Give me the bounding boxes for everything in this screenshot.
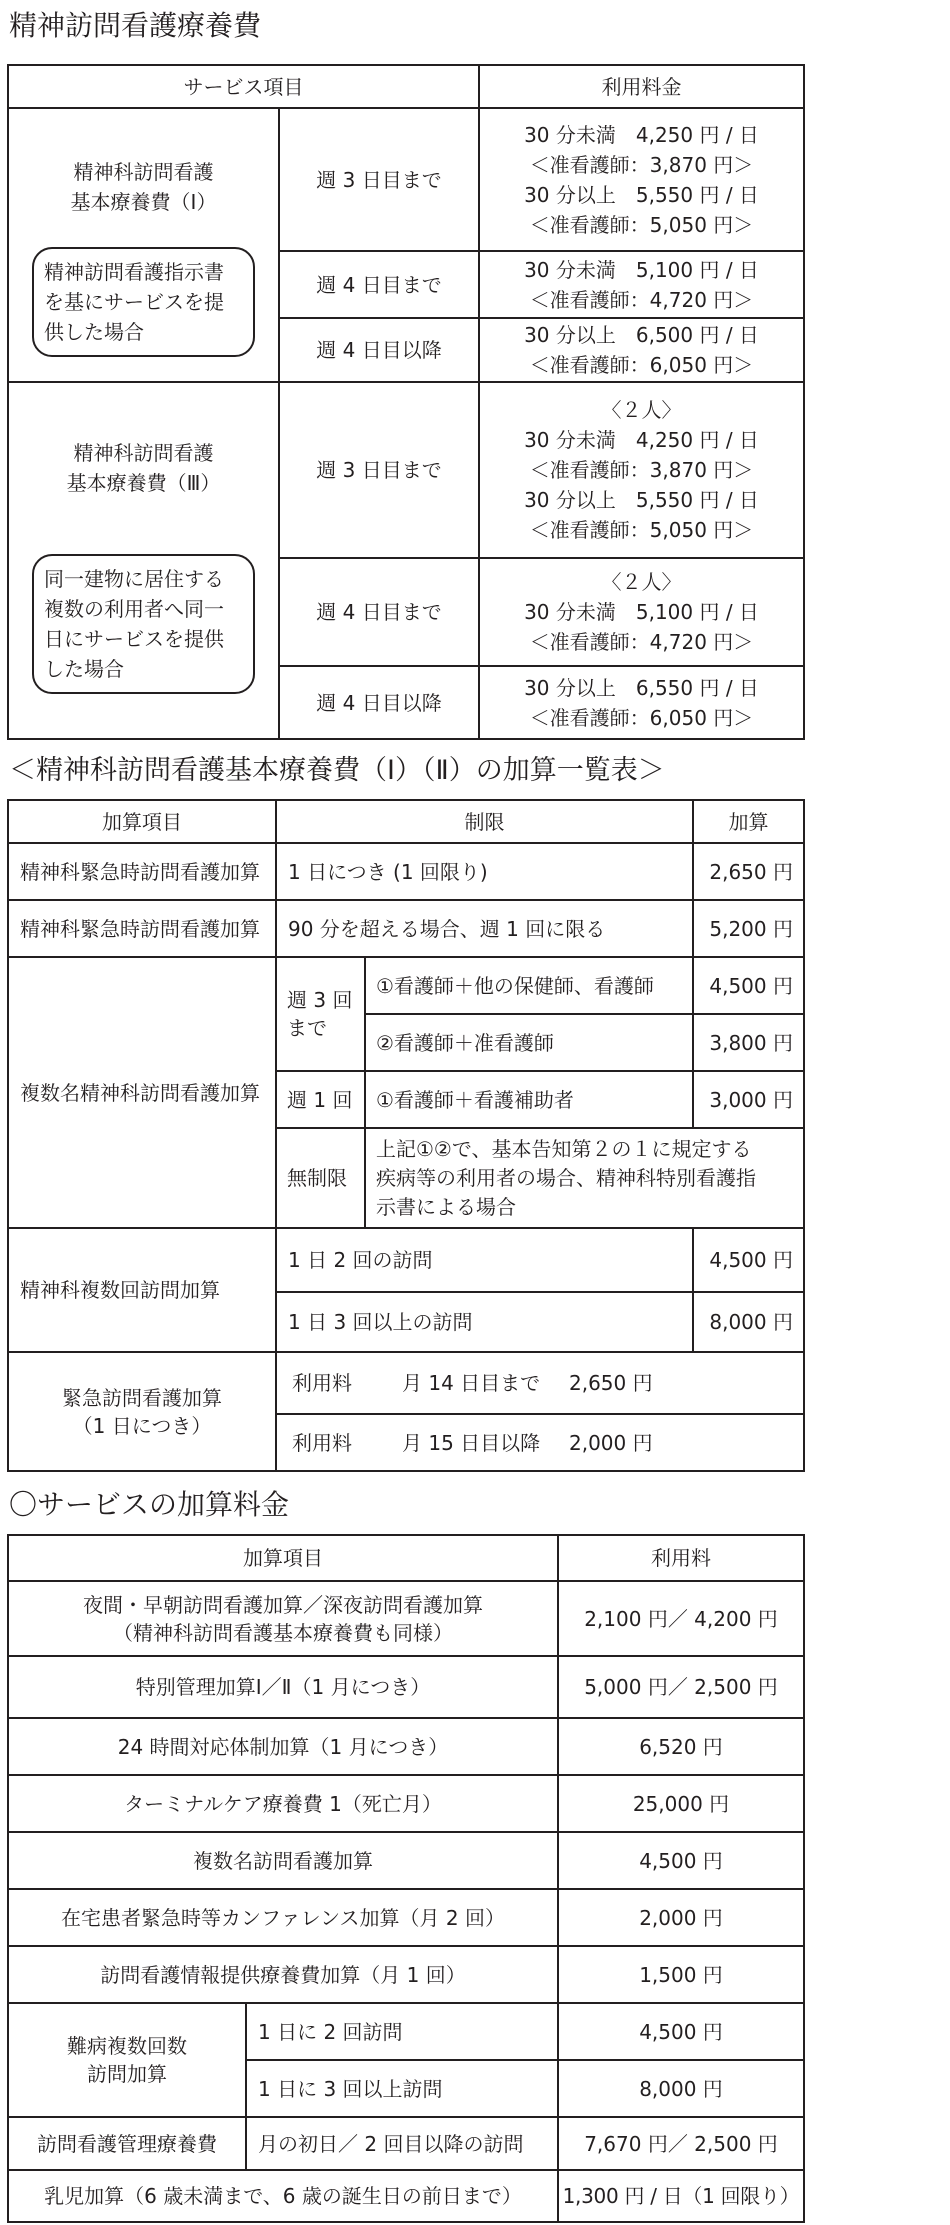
amount-cell: 2,650 円 — [693, 843, 804, 900]
table-row — [8, 382, 804, 558]
table-row — [8, 1352, 804, 1414]
column-header-item: 加算項目 — [8, 1535, 558, 1581]
item-cell: 在宅患者緊急時等カンファレンス加算（月 2 回） — [8, 1889, 558, 1946]
table-row — [8, 2117, 804, 2170]
item-line: 緊急訪問看護加算 — [62, 1385, 222, 1410]
service-condition-note — [32, 554, 255, 694]
item-cell: ターミナルケア療養費 1（死亡月） — [8, 1775, 558, 1832]
note-line: 供した場合 — [44, 320, 144, 344]
table-row — [8, 1581, 804, 1656]
fee-line: 30 分未満 4,250 円 / 日 — [524, 122, 759, 147]
table-row — [8, 2170, 804, 2222]
amount-cell: 8,000 円 — [693, 1292, 804, 1352]
item-cell — [8, 2003, 246, 2117]
frequency-line: まで — [287, 1016, 327, 1040]
fee-line: 30 分以上 5,550 円 / 日 — [524, 182, 759, 207]
service-group-name-line: 精神科訪問看護 — [73, 441, 214, 465]
fee-line: 30 分以上 6,550 円 / 日 — [524, 675, 759, 700]
fee-line: ＜准看護師：4,720 円＞ — [529, 630, 754, 654]
staff-cell: ①看護師＋看護補助者 — [365, 1071, 693, 1128]
service-group-name — [9, 438, 278, 498]
item-cell: 24 時間対応体制加算（1 月につき） — [8, 1718, 558, 1775]
item-cell: 特別管理加算Ⅰ／Ⅱ（1 月につき） — [8, 1656, 558, 1718]
table-row — [8, 957, 804, 1014]
note-line: した場合 — [44, 657, 124, 681]
item-cell: 精神科緊急時訪問看護加算 — [8, 900, 276, 957]
column-header-limit: 制限 — [276, 800, 693, 843]
item-cell: 訪問看護管理療養費 — [8, 2117, 246, 2170]
item-cell: 精神科緊急時訪問看護加算 — [8, 843, 276, 900]
item-line: （1 日につき） — [72, 1413, 212, 1438]
frequency-cell — [276, 957, 365, 1071]
column-header-service-item: サービス項目 — [8, 65, 479, 108]
fee-cell: 2,000 円 — [558, 1889, 804, 1946]
period-cell: 週 4 日目以降 — [279, 318, 479, 382]
item-cell: 訪問看護情報提供療養費加算（月 1 回） — [8, 1946, 558, 2003]
service-group-basic-fee-1 — [8, 108, 279, 382]
fee-cell: 4,500 円 — [558, 1832, 804, 1889]
fee-cell: 4,500 円 — [558, 2003, 804, 2060]
limit-cell: 90 分を超える場合、週 1 回に限る — [276, 900, 693, 957]
period-cell: 週 4 日目まで — [279, 251, 479, 318]
service-group-basic-fee-3 — [8, 382, 279, 739]
header-row — [8, 1535, 804, 1581]
fee-line: 〈２人〉 — [601, 570, 682, 594]
fee-line: 30 分以上 6,500 円 / 日 — [524, 323, 759, 347]
fee-cell: 6,520 円 — [558, 1718, 804, 1775]
fee-line: ＜准看護師：4,720 円＞ — [529, 287, 754, 312]
fee-cell — [479, 318, 804, 382]
table-row — [8, 1775, 804, 1832]
fee-line: 30 分未満 5,100 円 / 日 — [524, 600, 759, 624]
staff-cell: ②看護師＋准看護師 — [365, 1014, 693, 1071]
condition-cell: 月の初日／ 2 回目以降の訪問 — [246, 2117, 558, 2170]
fee-line: ＜准看護師：3,870 円＞ — [529, 152, 754, 177]
column-header-fee: 利用料金 — [479, 65, 804, 108]
column-header-amount: 加算 — [693, 800, 804, 843]
fee-period: 月 14 日目まで — [402, 1371, 541, 1395]
fee-cell — [479, 558, 804, 666]
visit-nursing-fee-table — [7, 64, 805, 740]
fee-line: 〈２人〉 — [601, 398, 682, 422]
table-row — [8, 1889, 804, 1946]
table-row — [8, 1656, 804, 1718]
table-row — [8, 108, 804, 251]
frequency-cell: 無制限 — [276, 1128, 365, 1228]
table-row — [8, 1718, 804, 1775]
fee-cell — [479, 108, 804, 251]
fee-line: 30 分未満 4,250 円 / 日 — [524, 428, 759, 452]
fee-line: ＜准看護師：6,050 円＞ — [529, 705, 754, 730]
condition-cell: 1 日に 2 回訪問 — [246, 2003, 558, 2060]
note-line: を基にサービスを提 — [44, 290, 224, 314]
limit-cell: 1 日 3 回以上の訪問 — [276, 1292, 693, 1352]
addition-list-table — [7, 799, 805, 1472]
note-line: 複数の利用者へ同一 — [44, 597, 224, 621]
fee-cell — [479, 251, 804, 318]
fee-line: 30 分未満 5,100 円 / 日 — [524, 257, 759, 282]
period-cell: 週 4 日目以降 — [279, 666, 479, 739]
fee-label: 利用料 — [292, 1371, 352, 1395]
column-header-fee: 利用料 — [558, 1535, 804, 1581]
table-row — [8, 1946, 804, 2003]
fee-cell: 25,000 円 — [558, 1775, 804, 1832]
service-group-name-line: 基本療養費（Ⅰ） — [70, 190, 217, 214]
fee-cell: 1,300 円 / 日（1 回限り） — [558, 2170, 804, 2222]
fee-line: ＜准看護師：5,050 円＞ — [529, 212, 754, 237]
fee-line: 30 分以上 5,550 円 / 日 — [524, 488, 759, 512]
fee-amount: 2,650 円 — [569, 1371, 653, 1395]
urgent-fee-cell — [276, 1352, 804, 1414]
table-row — [8, 843, 804, 900]
table-row — [8, 900, 804, 957]
table-row — [8, 1832, 804, 1889]
item-cell — [8, 1581, 558, 1656]
period-cell: 週 3 日目まで — [279, 382, 479, 558]
column-header-item: 加算項目 — [8, 800, 276, 843]
note-line: 日にサービスを提供 — [44, 627, 224, 651]
item-line: 夜間・早朝訪問看護加算／深夜訪問看護加算 — [83, 1592, 483, 1617]
header-row — [8, 65, 804, 108]
section-title-addition-list: ＜精神科訪問看護基本療養費（Ⅰ）（Ⅱ）の加算一覧表＞ — [9, 755, 665, 786]
item-cell: 乳児加算（6 歳未満まで、6 歳の誕生日の前日まで） — [8, 2170, 558, 2222]
fee-cell — [479, 382, 804, 558]
service-group-name-line: 基本療養費（Ⅲ） — [66, 471, 221, 495]
amount-cell: 3,800 円 — [693, 1014, 804, 1071]
urgent-fee-cell — [276, 1414, 804, 1471]
frequency-line: 週 3 回 — [287, 988, 353, 1012]
condition-cell: 1 日に 3 回以上訪問 — [246, 2060, 558, 2117]
header-row — [8, 800, 804, 843]
item-cell: 複数名訪問看護加算 — [8, 1832, 558, 1889]
item-cell — [8, 1352, 276, 1471]
service-group-name — [9, 157, 278, 217]
fee-cell: 1,500 円 — [558, 1946, 804, 2003]
table-row — [8, 1228, 804, 1292]
fee-cell: 5,000 円／ 2,500 円 — [558, 1656, 804, 1718]
frequency-cell: 週 1 回 — [276, 1071, 365, 1128]
amount-cell: 4,500 円 — [693, 1228, 804, 1292]
fee-line: ＜准看護師：3,870 円＞ — [529, 458, 754, 482]
item-cell: 複数名精神科訪問看護加算 — [8, 957, 276, 1228]
amount-cell: 5,200 円 — [693, 900, 804, 957]
fee-line: ＜准看護師：6,050 円＞ — [529, 353, 754, 377]
condition-line: 疾病等の利用者の場合、精神科特別看護指 — [376, 1165, 756, 1190]
amount-cell: 3,000 円 — [693, 1071, 804, 1128]
item-cell: 精神科複数回訪問加算 — [8, 1228, 276, 1352]
fee-cell — [479, 666, 804, 739]
service-addition-fee-table — [7, 1534, 805, 2223]
period-cell: 週 4 日目まで — [279, 558, 479, 666]
note-line: 精神訪問看護指示書 — [44, 260, 224, 284]
table-row — [8, 2003, 804, 2060]
condition-line: 上記①②で、基本告知第２の１に規定する — [376, 1136, 752, 1161]
service-group-name-line: 精神科訪問看護 — [73, 160, 214, 184]
fee-amount: 2,000 円 — [569, 1430, 653, 1455]
fee-cell: 8,000 円 — [558, 2060, 804, 2117]
fee-cell: 7,670 円／ 2,500 円 — [558, 2117, 804, 2170]
amount-cell: 4,500 円 — [693, 957, 804, 1014]
note-line: 同一建物に居住する — [44, 567, 224, 591]
section-title-visit-nursing-fee: 精神訪問看護療養費 — [9, 9, 262, 42]
item-line: 訪問加算 — [87, 2062, 167, 2086]
fee-line: ＜准看護師：5,050 円＞ — [529, 518, 754, 542]
fee-period: 月 15 日目以降 — [402, 1430, 541, 1455]
item-line: （精神科訪問看護基本療養費も同様） — [113, 1620, 453, 1645]
fee-cell: 2,100 円／ 4,200 円 — [558, 1581, 804, 1656]
period-cell: 週 3 日目まで — [279, 108, 479, 251]
limit-cell: 1 日につき (1 回限り) — [276, 843, 693, 900]
staff-cell: ①看護師＋他の保健師、看護師 — [365, 957, 693, 1014]
fee-label: 利用料 — [292, 1430, 352, 1455]
condition-line: 示書による場合 — [376, 1194, 516, 1219]
item-line: 難病複数回数 — [67, 2034, 187, 2058]
unlimited-condition-cell — [365, 1128, 804, 1228]
limit-cell: 1 日 2 回の訪問 — [276, 1228, 693, 1292]
service-condition-note — [32, 247, 255, 357]
section-title-service-addition-fee: 〇サービスの加算料金 — [9, 1488, 290, 1521]
